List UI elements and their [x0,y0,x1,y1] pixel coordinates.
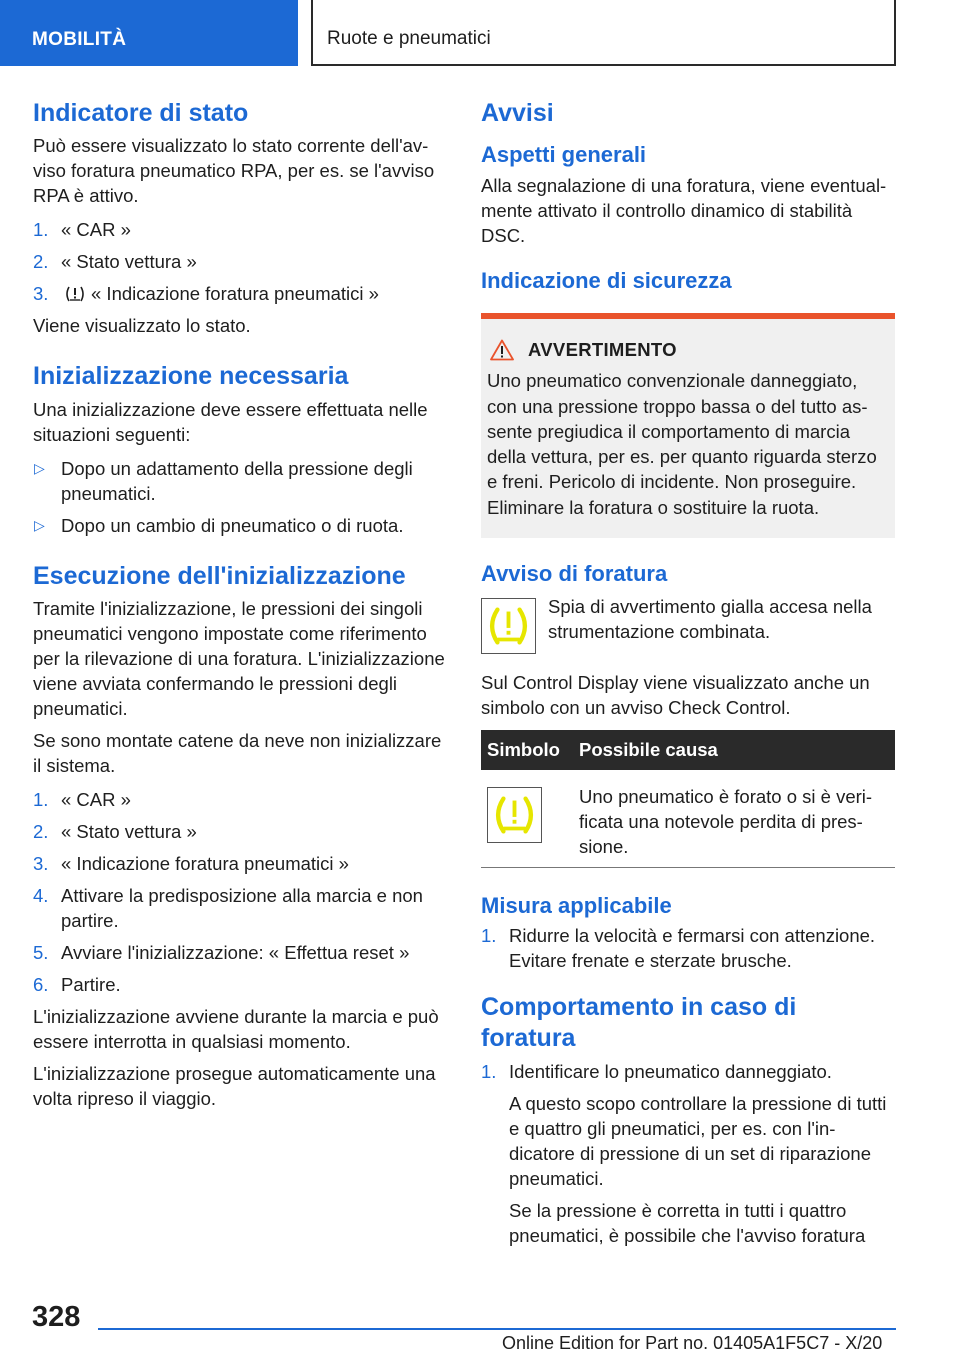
col-header-symbol: Simbolo [481,730,573,770]
step-number: 2. [33,820,49,842]
step-text: « Indicazione foratura pneumatici » [91,283,379,305]
symbol-table [481,730,895,868]
tpms-warning-icon [65,285,85,303]
status-after: Viene visualizzato lo stato. [33,315,251,337]
tpms-warning-icon [481,598,536,654]
step-number: 1. [33,788,49,810]
step-number: 6. [33,973,49,995]
warning-triangle-icon [490,339,514,361]
col-header-cause: Possibile causa [573,730,895,770]
init-exec-p4: L'inizializzazione prosegue automaticamente una volta ripreso il viaggio. [33,1062,436,1109]
warning-title-text: AVVERTIMENTO [528,339,677,361]
footer-edition: Online Edition for Part no. 01405A1F5C7 - X/20 [502,1333,883,1353]
status-steps [33,217,450,306]
lamp-text: Spia di avvertimento gialla accesa nella strumentazione combinata. [548,595,872,642]
heading-general: Aspetti generali [481,142,647,168]
step-text: Ridurre la velocità e fermarsi con attenzione. Evitare frenate e sterzate brusche. [509,925,876,972]
page-header [0,0,960,66]
right-column [481,98,895,1255]
tpms-warning-icon [487,787,542,843]
table-row [481,770,895,868]
behaviour-sub1: A questo scopo controllare la pressione di tutti e quattro gli pneumatici, per es. con l'in-dicatore di pressione di un set di riparazione pneumatici. [509,1092,887,1189]
chapter-title: Ruote e pneumatici [311,0,896,66]
init-exec-p1: Tramite l'inizializzazione, le pressioni dei singoli pneumatici vengono impostate come riferimento per la rilevazione di una foratura. L'inizializzazione viene avviata confermando le pressioni degli pneumatici. [33,597,445,719]
step-text: « Stato vettura » [61,820,197,842]
step-number: 3. [33,283,49,305]
warning-text: Uno pneumatico convenzionale danneggiato, con una pressione troppo bassa o del tutto as-sente pregiudica il comportamento di marcia della vettura, per es. per quanto riguarda sterzo e freni. Pericolo di incidente. Non proseguire. Eliminare la foratura o sostituire la ruota. [487,370,877,518]
list-item [33,456,450,506]
init-exec-p3: L'inizializzazione avviene durante la marcia e può essere interrotta in qualsiasi momento. [33,1005,439,1052]
measure-steps [481,923,895,973]
general-text: Alla segnalazione di una foratura, viene eventual-mente attivato il controllo dinamico di stabilità DSC. [481,174,887,246]
left-column [33,98,450,1118]
section-tab[interactable]: MOBILITÀ [0,0,298,66]
triangle-bullet-icon: ▷ [34,459,45,476]
step-text: Avviare l'inizializzazione: « Effettua reset » [61,941,410,963]
warning-box [481,313,895,538]
cause-cell: Uno pneumatico è forato o si è veri-ficata una notevole perdita di pres-sione. [573,770,895,868]
list-item [33,217,450,242]
step-text: « CAR » [61,219,131,241]
symbol-cell [481,770,573,868]
list-item [33,940,450,965]
footer-divider [98,1328,896,1330]
step-number: 3. [33,852,49,874]
step-text: Partire. [61,973,121,995]
page-number: 328 [32,1301,81,1333]
behaviour-steps [481,1059,895,1084]
step-text: Identificare lo pneumatico danneggiato. [509,1060,832,1082]
step-number: 5. [33,941,49,963]
heading-warnings: Avvisi [481,99,554,127]
warning-title [487,339,889,361]
table-header-row [481,730,895,770]
step-text: « Stato vettura » [61,251,197,273]
init-exec-p2: Se sono montate catene da neve non inizializzare il sistema. [33,729,442,776]
list-item [481,923,895,973]
step-number: 4. [33,884,49,906]
step-text: Attivare la predisposizione alla marcia e non partire. [61,884,423,931]
step-number: 2. [33,251,49,273]
heading-behaviour: Comportamento in caso di foratura [481,993,797,1053]
lamp-row [481,594,895,654]
list-item [481,1059,895,1084]
list-item [33,972,450,997]
heading-measure: Misura applicabile [481,892,672,918]
step-text: « CAR » [61,788,131,810]
step-number: 1. [481,1060,497,1082]
step-number: 1. [33,219,49,241]
list-item [33,787,450,812]
bullet-text: Dopo un adattamento della pressione degli pneumatici. [61,457,413,504]
heading-init-required: Inizializzazione necessaria [33,362,349,391]
heading-safety: Indicazione di sicurezza [481,267,732,293]
list-item [33,819,450,844]
bullet-text: Dopo un cambio di pneumatico o di ruota. [61,514,404,536]
list-item [33,883,450,933]
init-required-bullets [33,456,450,538]
heading-init-exec: Esecuzione dell'inizializzazione [33,561,406,590]
list-item [33,851,450,876]
step-text: « Indicazione foratura pneumatici » [61,852,349,874]
status-intro: Può essere visualizzato lo stato corrente dell'av-viso foratura pneumatico RPA, per es. se l'avviso RPA è attivo. [33,135,435,207]
init-required-intro: Una inizializzazione deve essere effettuata nelle situazioni seguenti: [33,398,428,445]
heading-status-indicator: Indicatore di stato [33,99,249,127]
step-number: 1. [481,925,497,947]
display-text: Sul Control Display viene visualizzato anche un simbolo con un avviso Check Control. [481,671,870,718]
list-item [33,281,450,306]
init-exec-steps [33,787,450,997]
list-item [33,249,450,274]
list-item [33,513,450,538]
heading-puncture: Avviso di foratura [481,561,668,587]
triangle-bullet-icon: ▷ [34,516,45,533]
behaviour-sub2: Se la pressione è corretta in tutti i quattro pneumatici, è possibile che l'avviso foratura [509,1199,866,1246]
